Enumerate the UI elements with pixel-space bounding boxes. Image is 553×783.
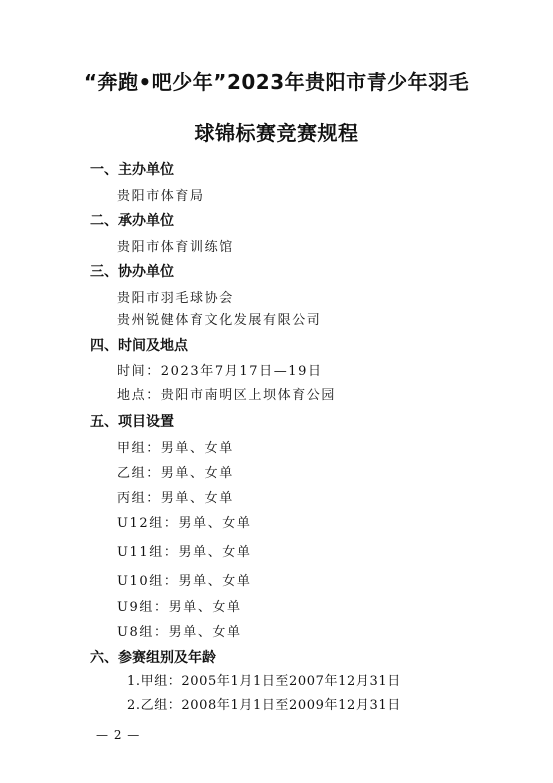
section-age-groups-heading: 六、参赛组别及年龄: [90, 650, 216, 666]
page-title-line-2: 球锦标赛竞赛规程: [194, 121, 359, 145]
page-number: — 2 —: [96, 728, 141, 742]
section-co-organizer-item: 贵阳市羽毛球协会: [117, 291, 234, 306]
age-group-item: 1.甲组：2005年1月1日至2007年12月31日: [127, 674, 401, 689]
section-time-item: 时间：2023年7月17日—19日: [117, 364, 323, 379]
page-title-line-1: “奔跑•吧少年”2023年贵阳市青少年羽毛: [83, 70, 470, 94]
event-group-item: 丙组：男单、女单: [117, 491, 234, 506]
age-group-item: 2.乙组：2008年1月1日至2009年12月31日: [127, 698, 401, 713]
section-time-place-heading: 四、时间及地点: [90, 338, 188, 354]
event-group-item: U10组：男单、女单: [117, 574, 252, 589]
section-organizer-heading: 一、主办单位: [90, 162, 174, 178]
section-host-item: 贵阳市体育训练馆: [117, 240, 234, 255]
section-host-heading: 二、承办单位: [90, 213, 174, 229]
event-group-item: 甲组：男单、女单: [117, 441, 234, 456]
event-group-item: U12组：男单、女单: [117, 516, 252, 531]
event-group-item: U9组：男单、女单: [117, 600, 242, 615]
section-co-organizer-item: 贵州锐健体育文化发展有限公司: [117, 313, 322, 328]
event-group-item: U11组：男单、女单: [117, 545, 252, 560]
section-events-heading: 五、项目设置: [90, 414, 174, 430]
section-co-organizer-heading: 三、协办单位: [90, 264, 174, 280]
event-group-item: 乙组：男单、女单: [117, 466, 234, 481]
event-group-item: U8组：男单、女单: [117, 625, 242, 640]
section-organizer-item: 贵阳市体育局: [117, 189, 205, 204]
section-place-item: 地点：贵阳市南明区上坝体育公园: [117, 388, 337, 403]
